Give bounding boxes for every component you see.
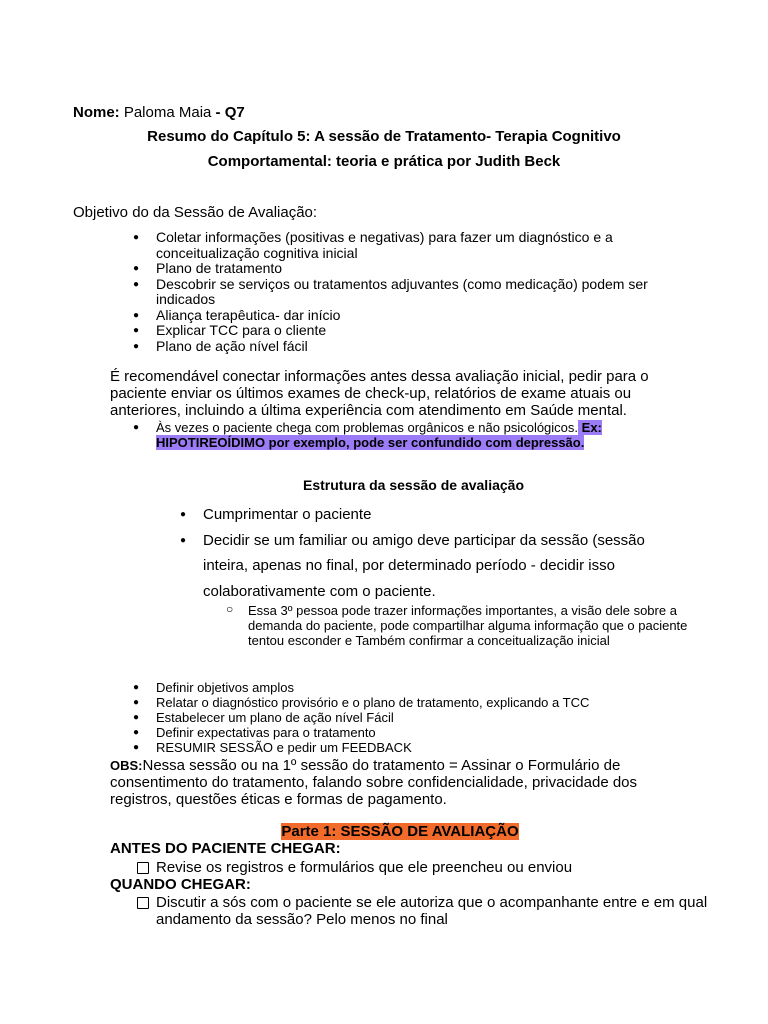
note-text: Às vezes o paciente chega com problemas orgânicos e não psicológicos. bbox=[156, 420, 579, 435]
sub-list-item bbox=[226, 603, 708, 648]
checklist-item-text: Discutir a sós com o paciente se ele autoriza que o acompanhante entre e em qual andamento da sessão? Pelo menos no final bbox=[156, 894, 708, 928]
document-title-line-1: Resumo do Capítulo 5: A sessão de Tratamento- Terapia Cognitivo bbox=[147, 128, 621, 145]
list-item: ● Plano de ação nível fácil bbox=[133, 339, 653, 355]
checklist-item-text: Revise os registros e formulários que ele preencheu ou enviou bbox=[156, 859, 573, 876]
part1-title: Parte 1: SESSÃO DE AVALIAÇÃO bbox=[281, 823, 519, 840]
list-item: ● Explicar TCC para o cliente bbox=[133, 323, 653, 339]
list-item: ● Aliança terapêutica- dar início bbox=[133, 308, 653, 324]
arrival-heading: QUANDO CHEGAR: bbox=[110, 876, 251, 893]
list-item: ● Coletar informações (positivas e negativas) para fazer um diagnóstico e a conceitualização cognitiva inicial bbox=[133, 230, 653, 261]
list-item: ● Definir expectativas para o tratamento bbox=[133, 725, 653, 740]
part1-title-row bbox=[0, 823, 768, 840]
list-item: ● Decidir se um familiar ou amigo deve participar da sessão (sessão inteira, apenas no final, por determinado período - decidir isso colaborativamente com o paciente. bbox=[180, 528, 680, 605]
sub-item-text: Essa 3º pessoa pode trazer informações importantes, a visão dele sobre a demanda do paciente, pode compartilhar alguma informação que o paciente tentou esconder e Também confirmar a conceitualização inicial bbox=[248, 603, 688, 648]
list-item: ● Descobrir se serviços ou tratamentos adjuvantes (como medicação) podem ser indicados bbox=[133, 277, 653, 308]
name-value: Paloma Maia bbox=[119, 104, 212, 121]
document-title-line-2: Comportamental: teoria e prática por Judith Beck bbox=[207, 153, 561, 170]
class-code: - Q7 bbox=[211, 104, 245, 121]
list-item: ● Cumprimentar o paciente bbox=[180, 502, 680, 528]
note-highlight: Ex: bbox=[578, 420, 602, 435]
checkbox-icon[interactable] bbox=[137, 897, 149, 909]
checklist-item[interactable] bbox=[137, 859, 716, 876]
structure-heading: Estrutura da sessão de avaliação bbox=[303, 477, 524, 493]
student-name-line bbox=[73, 104, 245, 121]
obs-label: OBS: bbox=[110, 758, 143, 773]
note-list bbox=[133, 420, 613, 450]
list-item: ● Plano de tratamento bbox=[133, 261, 653, 277]
name-label: Nome: bbox=[73, 104, 120, 121]
list-item: ● Definir objetivos amplos bbox=[133, 680, 653, 695]
before-arrival-heading: ANTES DO PACIENTE CHEGAR: bbox=[110, 840, 341, 857]
structure-more-list bbox=[133, 680, 653, 755]
checkbox-icon[interactable] bbox=[137, 862, 149, 874]
checklist-item[interactable] bbox=[137, 894, 716, 928]
list-item: ● Estabelecer um plano de ação nível Fácil bbox=[133, 710, 653, 725]
note-highlight: HIPOTIREOÍDIMO por exemplo, pode ser confundido com depressão. bbox=[156, 435, 585, 450]
structure-list bbox=[180, 502, 680, 604]
list-item: ● RESUMIR SESSÃO e pedir um FEEDBACK bbox=[133, 740, 653, 755]
obs-text: Nessa sessão ou na 1º sessão do tratamento = Assinar o Formulário de consentimento do tratamento, falando sobre confidencialidade, privacidade dos registros, questões éticas e formas de pagamento. bbox=[110, 757, 638, 808]
objective-heading: Objetivo do da Sessão de Avaliação: bbox=[73, 204, 318, 221]
list-item: ● Relatar o diagnóstico provisório e o plano de tratamento, explicando a TCC bbox=[133, 695, 653, 710]
obs-paragraph bbox=[110, 757, 670, 808]
list-item bbox=[133, 420, 613, 450]
objective-list bbox=[133, 230, 653, 354]
recommendation-paragraph: É recomendável conectar informações antes dessa avaliação inicial, pedir para o paciente enviar os últimos exames de check-up, relatórios de exame atuais ou anteriores, incluindo a última experiência com atendimento em Saúde mental. bbox=[110, 368, 649, 419]
circle-bullet-icon: ○ bbox=[226, 602, 234, 616]
